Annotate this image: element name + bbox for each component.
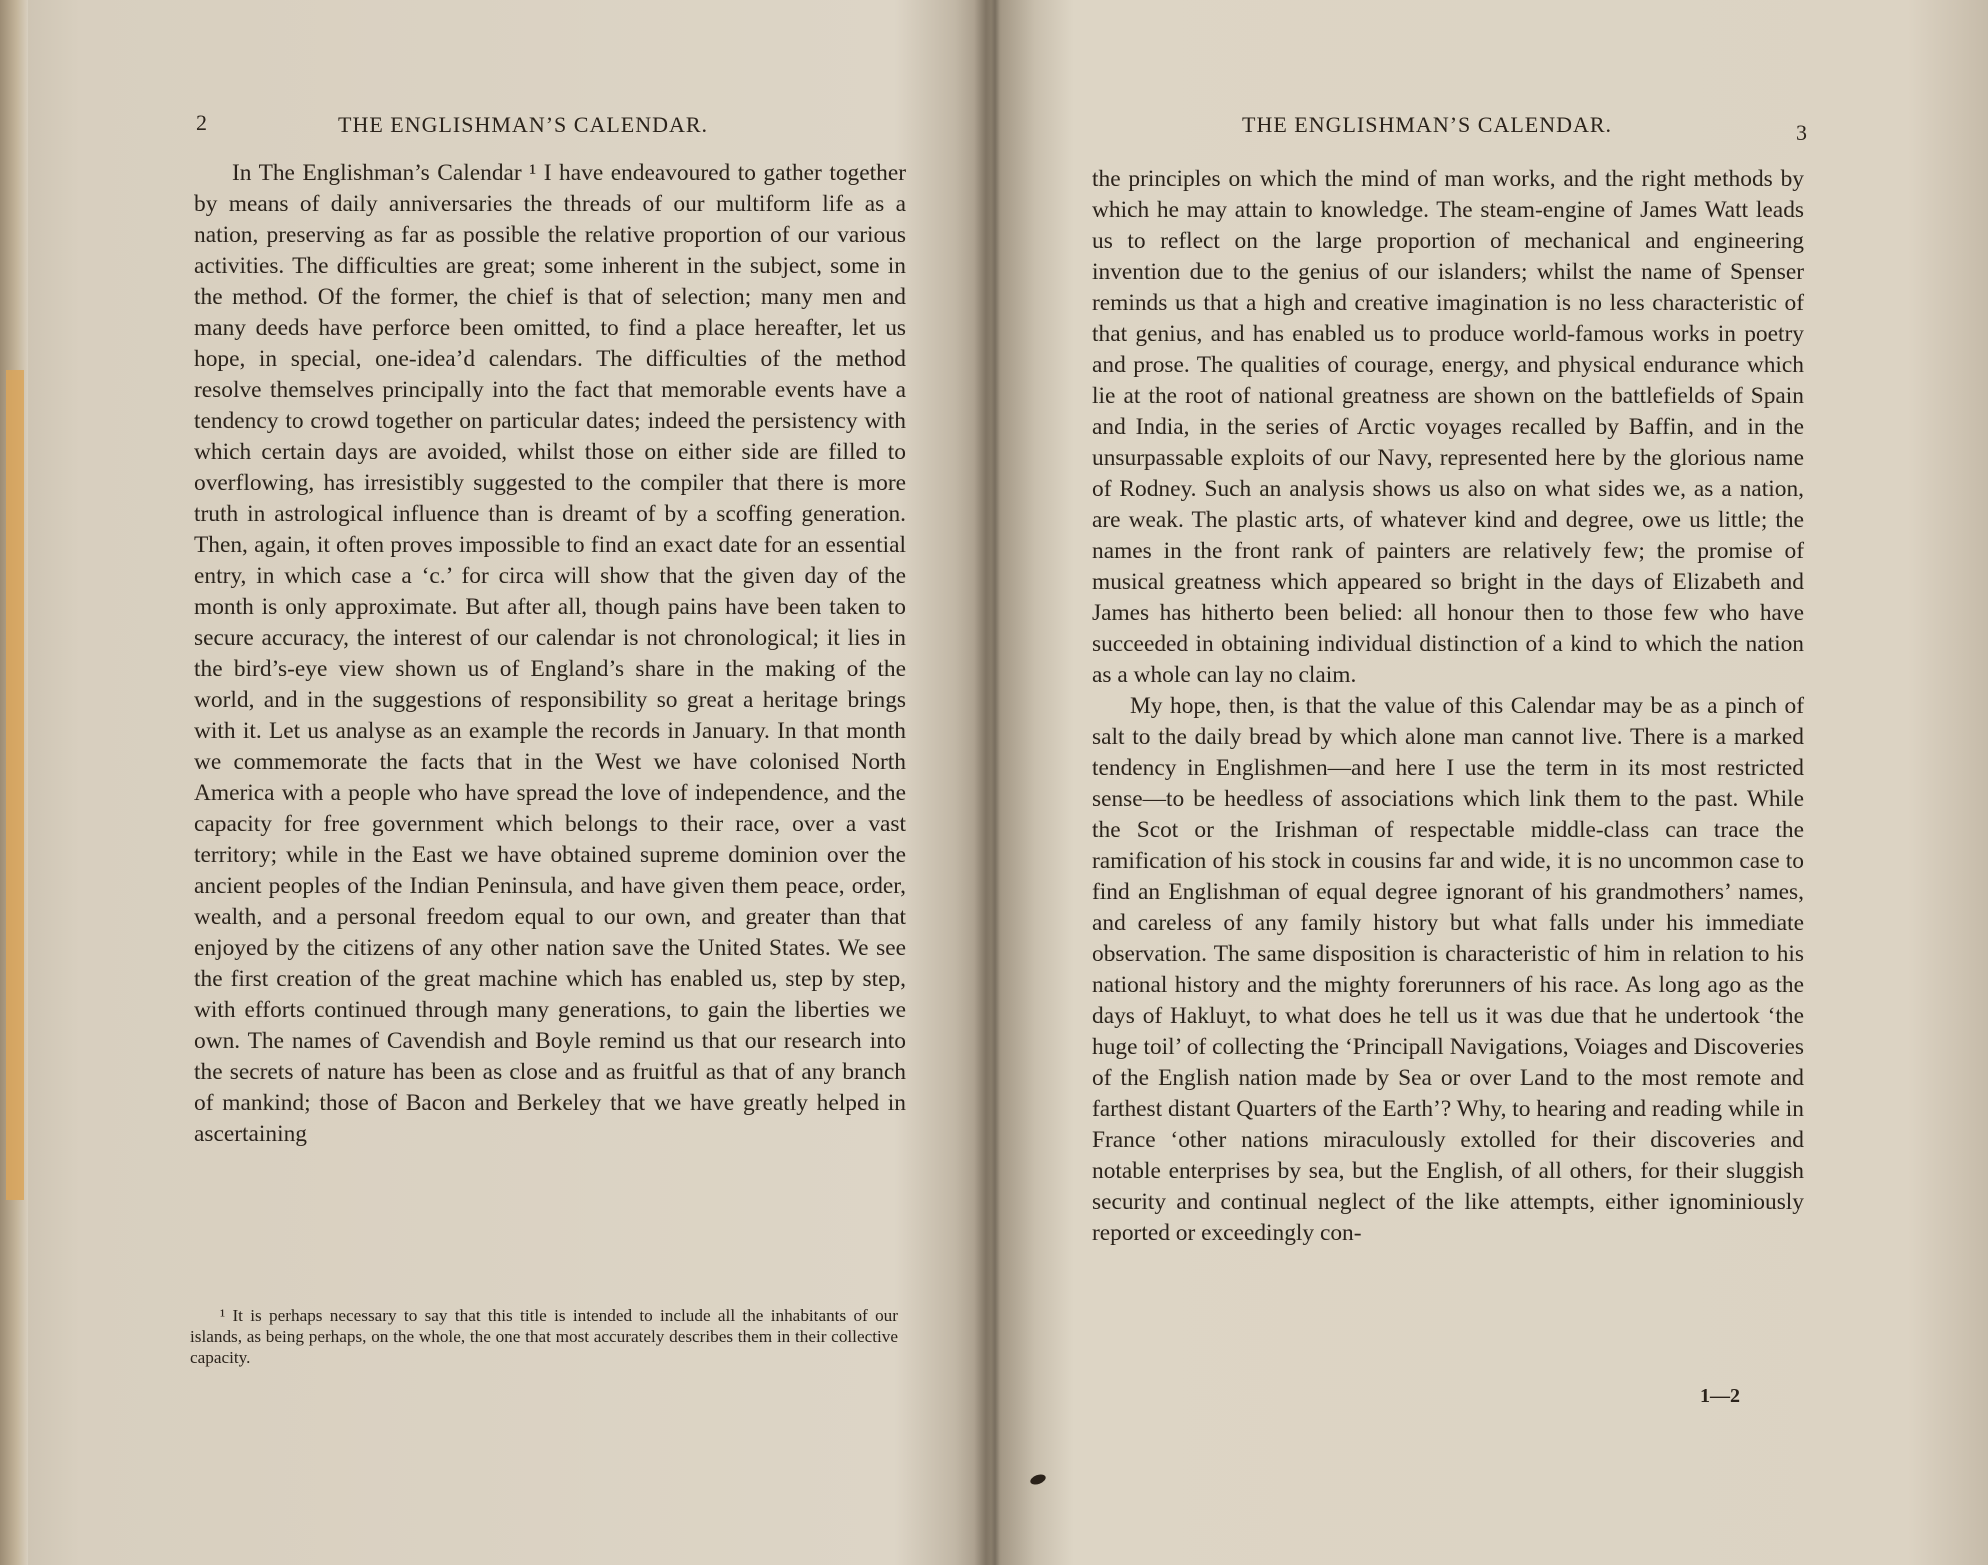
signature-mark: 1—2 bbox=[1700, 1385, 1740, 1407]
running-head: THE ENGLISHMAN’S CALENDAR. bbox=[338, 112, 709, 137]
footnote bbox=[190, 1305, 898, 1368]
paragraph: the principles on which the mind of man works, and the right methods by which he may attain to knowledge. The steam-engine of James Watt leads us to reflect on the large proportion of mechanical and engineering invention due to the genius of our islanders; whilst the name of Spenser reminds us that a high and creative imagination is no less characteristic of that genius, and has enabled us to produce world-famous works in poetry and prose. The qualities of courage, energy, and physical endurance which lie at the root of national greatness are shown on the battlefields of Spain and India, in the series of Arctic voyages recalled by Baffin, and in the unsurpassable exploits of our Navy, represented here by the glorious name of Rodney. Such an analysis shows us also on what sides we, as a nation, are weak. The plastic arts, of whatever kind and degree, owe us little; the names in the front rank of painters are relatively few; the promise of musical greatness which appeared so bright in the days of Elizabeth and James has hitherto been belied: all honour then to those few who have succeeded in obtaining individual distinction of a kind to which the nation as a whole can lay no claim. bbox=[1092, 166, 1804, 688]
footnote-text: ¹ It is perhaps necessary to say that this title is intended to include all the inhabitants of our islands, as being perhaps, on the whole, the one that most accurately describes them in their collective capacity. bbox=[190, 1306, 898, 1367]
left-page bbox=[0, 0, 985, 1565]
ink-smudge bbox=[1029, 1473, 1047, 1487]
body-text bbox=[194, 158, 906, 1150]
body-text bbox=[1092, 164, 1804, 1249]
page-number: 2 bbox=[196, 110, 207, 135]
right-page bbox=[990, 0, 1988, 1565]
running-head: THE ENGLISHMAN’S CALENDAR. bbox=[1242, 112, 1613, 137]
page-number: 3 bbox=[1796, 120, 1807, 145]
paragraph: In The Englishman’s Calendar ¹ I have endeavoured to gather together by means of daily anniversaries the threads of our multiform life as a nation, preserving as far as possible the relative proportion of our various activities. The difficulties are great; some inherent in the subject, some in the method. Of the former, the chief is that of selection; many men and many deeds have perforce been omitted, to find a place hereafter, let us hope, in special, one-idea’d calendars. The difficulties of the method resolve themselves principally into the fact that memorable events have a tendency to crowd together on particular dates; indeed the persistency with which certain days are avoided, whilst those on either side are filled to overflowing, has irresistibly suggested to the compiler that there is more truth in astrological influence than is dreamt of by a scoffing generation. Then, again, it often proves impossible to find an exact date for an essential entry, in which case a ‘c.’ for circa will show that the given day of the month is only approximate. But after all, though pains have been taken to secure accuracy, the interest of our calendar is not chronological; it lies in the bird’s-eye view shown us of England’s share in the making of the world, and in the suggestions of responsibility so great a heritage brings with it. Let us analyse as an example the records in January. In that month we commemorate the facts that in the West we have colonised North America with a people who have spread the love of independence, and the capacity for free government which belongs to their race, over a vast territory; while in the East we have obtained supreme dominion over the ancient peoples of the Indian Peninsula, and have given them peace, order, wealth, and a personal freedom equal to our own, and greater than that enjoyed by the citizens of any other nation save the United States. We see the first creation of the great machine which has enabled us, step by step, with efforts continued through many generations, to gain the liberties we own. The names of Cavendish and Boyle remind us that our research into the secrets of nature has been as close and as fruitful as that of any branch of mankind; those of Bacon and Berkeley that we have greatly helped in ascertaining bbox=[194, 160, 906, 1147]
paragraph: My hope, then, is that the value of this Calendar may be as a pinch of salt to the daily bread by which alone man cannot live. There is a marked tendency in Englishmen—and here I use the term in its most restricted sense—to be heedless of associations which link them to the past. While the Scot or the Irishman of respectable middle-class can trace the ramification of his stock in cousins far and wide, it is no uncommon case to find an Englishman of equal degree ignorant of his grandmothers’ names, and careless of any family history but what falls under his immediate observation. The same disposition is characteristic of him in relation to his national history and the mighty forerunners of his race. As long ago as the days of Hakluyt, to what does he tell us it was due that he undertook ‘the huge toil’ of collecting the ‘Principall Navigations, Voiages and Discoveries of the English nation made by Sea or over Land to the most remote and farthest distant Quarters of the Earth’? Why, to hearing and reading while in France ‘other nations miraculously extolled for their discoveries and notable enterprises by sea, but the English, of all others, for their sluggish security and continual neglect of the like attempts, either ignominiously reported or exceedingly con- bbox=[1092, 693, 1804, 1246]
